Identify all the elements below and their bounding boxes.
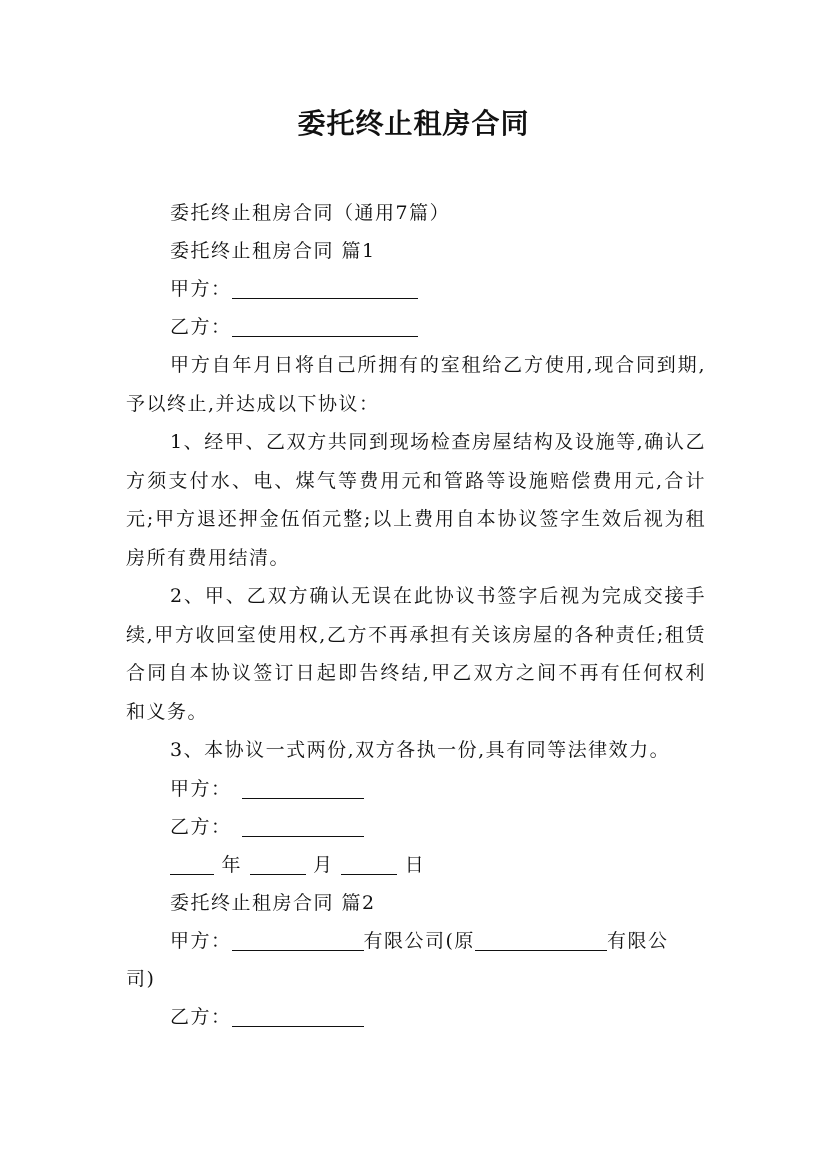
section-heading-2: 委托终止租房合同 篇2 xyxy=(170,891,376,914)
section-heading-1: 委托终止租房合同 篇1 xyxy=(170,240,376,262)
date-day-label: 日 xyxy=(404,853,426,876)
sign-b-blank xyxy=(242,814,364,837)
clause-1-paragraph: 1、经甲、乙双方共同到现场检查房屋结构及设施等,确认乙方须支付水、电、煤气等费用元和管路等设施赔偿费用元,合计元;甲方退还押金伍佰元整;以上费用自本协议签字生效后视为租房所有费用结清。 xyxy=(126,431,706,569)
party-b-label: 乙方： xyxy=(170,316,232,338)
date-year-blank xyxy=(170,852,214,875)
party-b-blank xyxy=(232,314,418,337)
date-line xyxy=(126,846,706,884)
document-subtitle: 委托终止租房合同（通用7篇） xyxy=(170,202,451,224)
date-month-label: 月 xyxy=(313,853,334,876)
date-year-label: 年 xyxy=(221,853,243,876)
date-month-blank xyxy=(250,852,306,875)
sign-b-line xyxy=(126,808,706,846)
party-a-label: 甲方： xyxy=(170,278,232,300)
s2-former-company-blank xyxy=(475,928,607,951)
clause-3-paragraph: 3、本协议一式两份,双方各执一份,具有同等法律效力。 xyxy=(170,739,671,761)
sign-a-line xyxy=(126,770,706,808)
clause-2-paragraph: 2、甲、乙双方确认无误在此协议书签字后视为完成交接手续,甲方收回室使用权,乙方不再承担有关该房屋的各种责任;租赁合同自本协议签订日起即告终结,甲乙双方之间不再有任何权利和义务。 xyxy=(126,585,706,723)
s2-company-suffix-2: 有限公 xyxy=(606,929,669,952)
sign-a-label: 甲方： xyxy=(170,777,232,800)
s2-party-b-label: 乙方： xyxy=(170,1005,232,1028)
sign-a-blank xyxy=(242,776,364,799)
date-day-blank xyxy=(341,852,397,875)
document-title: 委托终止租房合同 xyxy=(297,107,530,140)
s2-party-a-tail: 司) xyxy=(126,967,156,990)
sign-b-label: 乙方： xyxy=(170,815,232,838)
s2-party-b-line xyxy=(126,998,706,1036)
s2-party-b-blank xyxy=(232,1004,364,1027)
party-b-line xyxy=(126,308,706,346)
s2-party-a-line xyxy=(126,922,706,960)
party-a-line xyxy=(126,270,706,308)
s2-party-a-label: 甲方： xyxy=(170,929,232,952)
party-a-blank xyxy=(232,276,418,299)
s2-company-suffix: 有限公司(原 xyxy=(363,929,475,952)
s2-party-a-blank xyxy=(232,928,364,951)
intro-paragraph: 甲方自年月日将自己所拥有的室租给乙方使用,现合同到期,予以终止,并达成以下协议： xyxy=(126,354,706,415)
document-body xyxy=(126,194,706,1036)
